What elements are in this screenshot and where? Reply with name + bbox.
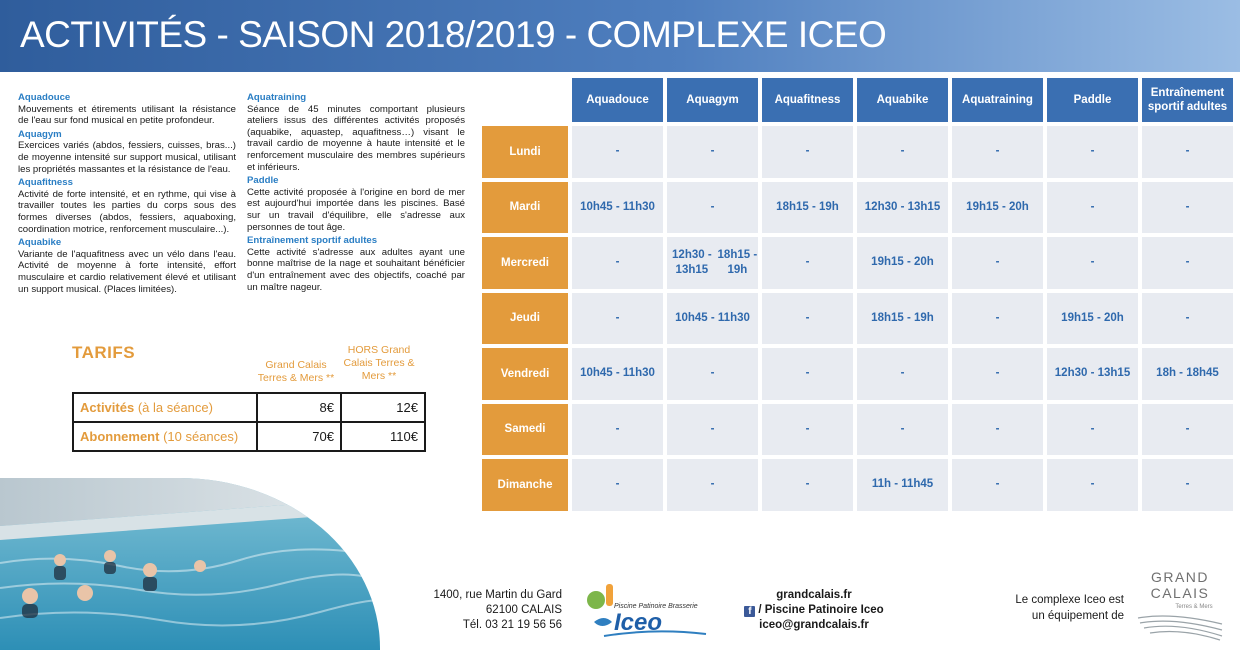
schedule-slot-time: 11h - 11h45	[871, 478, 934, 491]
schedule-slot-time: -	[710, 367, 715, 380]
grand-calais-logo	[1132, 568, 1228, 644]
schedule-slot-time: -	[710, 200, 715, 213]
schedule-slot-time: -	[900, 367, 905, 380]
activity-column-header: Paddle	[1047, 78, 1138, 122]
day-row-header: Vendredi	[482, 348, 568, 400]
schedule-slot-time: -	[995, 311, 1000, 324]
schedule-slot	[667, 459, 758, 511]
schedule-slot	[762, 459, 853, 511]
schedule-slot-time: -	[615, 311, 620, 324]
address-line: 1400, rue Martin du Gard	[433, 589, 562, 601]
schedule-slot-time: -	[1090, 478, 1095, 491]
day-row-header: Dimanche	[482, 459, 568, 511]
schedule-slot-time: -	[805, 256, 810, 269]
schedule-slot-time: 10h45 - 11h30	[580, 367, 655, 380]
schedule-slot	[952, 348, 1043, 400]
schedule-slot-time: -	[1185, 422, 1190, 435]
schedule-slot	[1047, 404, 1138, 456]
activity-description-text: Cette activité s'adresse aux adultes ayant une bonne maîtrise de la nage et souhaitant bénéficier d'un entraînement avec des objectifs, coaché par un maître nageur.	[247, 246, 465, 293]
schedule-slot	[572, 237, 663, 289]
schedule-slot	[762, 348, 853, 400]
iceo-logo-green-mark	[587, 591, 605, 609]
schedule-slot	[1142, 459, 1233, 511]
schedule-slot-time: -	[1185, 200, 1190, 213]
schedule-slot-time: 19h15 - 20h	[1061, 311, 1124, 324]
facebook-label: / Piscine Patinoire Iceo	[758, 604, 884, 616]
schedule-slot	[667, 126, 758, 178]
schedule-slot-time: -	[615, 145, 620, 158]
tarifs-table	[72, 392, 426, 452]
schedule-slot-time: -	[615, 256, 620, 269]
footer-address	[418, 588, 562, 633]
schedule-slot	[762, 182, 853, 234]
schedule-slot-time: -	[1090, 256, 1095, 269]
activity-description-text: Mouvements et étirements utilisant la résistance de l'eau sur fond musical en petite profondeur.	[18, 103, 236, 127]
tarif-row	[73, 422, 425, 451]
activity-description-text: Activité de forte intensité, et en rythme, qui vise à travailler toutes les parties du corps sous des formes diverses (abdos, fessiers, aquaboxing, coordination motrice, renforcement musculaire...).	[18, 188, 236, 235]
schedule-slot-time: -	[1185, 311, 1190, 324]
schedule-slot-time: -	[1185, 478, 1190, 491]
tarif-label-sub: (10 séances)	[159, 429, 239, 444]
facebook-icon: f	[744, 606, 755, 617]
activity-column-header: Aquafitness	[762, 78, 853, 122]
tarif-label-main: Abonnement	[80, 429, 160, 444]
tarif-label-main: Activités	[80, 400, 135, 415]
tarif-label-sub: (à la séance)	[134, 400, 213, 415]
schedule-slot	[952, 293, 1043, 345]
activity-description-text: Variante de l'aquafitness avec un vélo dans l'eau. Activité de moyenne à forte intensité, effort musculaire et cardio relativement élevé et utilisant un support musical. (Places limitées).	[18, 248, 236, 295]
activity-description-title: Aquafitness	[18, 177, 73, 189]
schedule-slot-time: -	[805, 367, 810, 380]
activity-description-title: Aquatraining	[247, 92, 307, 103]
activity-description-title: Aquadouce	[18, 92, 71, 103]
day-row-header: Jeudi	[482, 293, 568, 345]
schedule-slot-time: -	[615, 478, 620, 491]
tarif-price-hors: 110€	[341, 422, 425, 451]
activity-descriptions-left	[18, 92, 236, 297]
schedule-slot-time: 12h30 - 13h15	[1054, 367, 1131, 380]
schedule-slot	[1047, 126, 1138, 178]
iceo-logo-drop	[594, 618, 612, 626]
activity-description-text: Cette activité proposée à l'origine en bord de mer est aujourd'hui importée dans les piscines. Basé sur un travail d'équilibre, elle s'adresse aux personnes de tout âge.	[247, 186, 465, 233]
schedule-slot	[1142, 237, 1233, 289]
activity-column-header: Aquabike	[857, 78, 948, 122]
activity-description-title: Paddle	[247, 175, 279, 187]
schedule-slot-time: -	[805, 311, 810, 324]
schedule-slot-time: -	[995, 367, 1000, 380]
day-row-header: Mercredi	[482, 237, 568, 289]
iceo-logo	[584, 578, 714, 640]
page-title: ACTIVITÉS - SAISON 2018/2019 - COMPLEXE ICEO	[20, 14, 887, 55]
schedule-slot	[572, 293, 663, 345]
schedule-slot-time: -	[995, 478, 1000, 491]
schedule-slot	[1047, 237, 1138, 289]
activity-description	[247, 235, 465, 293]
schedule-grid	[482, 78, 1230, 506]
schedule-slot	[952, 237, 1043, 289]
tarif-header-hors-grand-calais: HORS Grand Calais Terres & Mers **	[343, 344, 415, 382]
pool-photo-illustration	[0, 478, 380, 650]
title-banner	[0, 0, 1240, 72]
schedule-slot-time: -	[805, 478, 810, 491]
schedule-slot	[857, 237, 948, 289]
schedule-slot-time: -	[1185, 145, 1190, 158]
schedule-slot-time: -	[995, 145, 1000, 158]
schedule-slot-time: -	[1090, 200, 1095, 213]
website-link[interactable]: grandcalais.fr	[776, 589, 852, 601]
address-line: 62100 CALAIS	[485, 604, 562, 616]
schedule-slot	[952, 404, 1043, 456]
schedule-slot	[857, 348, 948, 400]
tarif-header-grand-calais: Grand Calais Terres & Mers **	[257, 359, 335, 384]
schedule-slot	[1142, 404, 1233, 456]
schedule-slot	[1047, 182, 1138, 234]
tarif-price-grand-calais: 8€	[257, 393, 341, 422]
gc-logo-line2: CALAIS	[1150, 585, 1210, 601]
activity-column-header: Entraînement sportif adultes	[1142, 78, 1233, 122]
schedule-slot	[857, 404, 948, 456]
schedule-slot	[857, 459, 948, 511]
tarif-row	[73, 393, 425, 422]
schedule-slot	[857, 293, 948, 345]
activity-description	[18, 177, 236, 235]
footer-equipment-note	[1000, 592, 1124, 624]
schedule-slot	[952, 459, 1043, 511]
schedule-slot-time: -	[710, 145, 715, 158]
day-row-header: Samedi	[482, 404, 568, 456]
activity-description	[247, 175, 465, 233]
schedule-slot-time: -	[805, 422, 810, 435]
pool-photo	[0, 478, 380, 650]
schedule-slot-time: -	[1090, 145, 1095, 158]
gc-logo-line3: Terres & Mers	[1175, 604, 1213, 610]
schedule-slot	[572, 348, 663, 400]
schedule-slot-time: -	[1090, 422, 1095, 435]
schedule-slot-time: -	[1185, 256, 1190, 269]
schedule-slot-time: -	[710, 422, 715, 435]
tarif-price-hors: 12€	[341, 393, 425, 422]
equip-line: Le complexe Iceo est	[1015, 594, 1124, 606]
schedule-slot-time: 19h15 - 20h	[966, 200, 1029, 213]
schedule-slot-time: 18h15 - 19h	[776, 200, 839, 213]
schedule-slot	[1142, 348, 1233, 400]
schedule-slot	[1047, 293, 1138, 345]
iceo-name: Iceo	[614, 609, 663, 636]
facebook-link[interactable]	[734, 603, 894, 618]
schedule-slot	[762, 404, 853, 456]
schedule-slot	[857, 126, 948, 178]
tarif-label	[73, 393, 257, 422]
schedule-slot	[1047, 348, 1138, 400]
iceo-logo-orange-mark	[606, 584, 613, 606]
gc-logo-line1: GRAND	[1150, 569, 1210, 585]
schedule-slot	[1142, 182, 1233, 234]
activity-description-title: Entraînement sportif adultes	[247, 235, 378, 247]
schedule-slot-time: -	[995, 256, 1000, 269]
schedule-slot	[572, 126, 663, 178]
activity-descriptions-right	[247, 92, 465, 295]
schedule-slot	[762, 293, 853, 345]
schedule-slot	[572, 404, 663, 456]
activity-column-header: Aquagym	[667, 78, 758, 122]
day-row-header: Mardi	[482, 182, 568, 234]
address-line: Tél. 03 21 19 56 56	[462, 619, 562, 631]
schedule-slot-time: 12h30 - 13h15	[672, 248, 712, 276]
activity-description-text: Exercices variés (abdos, fessiers, cuisses, bras...) de moyenne intensité sur support musical, utilisant les propriétés massantes et la résistance de l'eau.	[18, 140, 236, 175]
schedule-slot	[667, 182, 758, 234]
schedule-slot	[952, 126, 1043, 178]
activity-description-title: Aquagym	[18, 128, 62, 140]
schedule-slot	[1142, 126, 1233, 178]
schedule-slot-time: 18h15 - 19h	[871, 311, 934, 324]
schedule-slot-time: -	[900, 145, 905, 158]
schedule-slot-time: -	[710, 478, 715, 491]
activity-description	[18, 237, 236, 295]
schedule-slot	[857, 182, 948, 234]
tarifs-title: TARIFS	[72, 343, 136, 362]
day-row-header: Lundi	[482, 126, 568, 178]
schedule-slot	[1142, 293, 1233, 345]
activity-description	[18, 92, 236, 127]
schedule-slot	[572, 459, 663, 511]
activity-description	[18, 129, 236, 175]
activity-description-title: Aquabike	[18, 237, 62, 249]
schedule-slot-time: 18h - 18h45	[1156, 367, 1219, 380]
schedule-slot-time: -	[900, 422, 905, 435]
schedule-slot-time: 10h45 - 11h30	[580, 200, 655, 213]
schedule-slot	[667, 404, 758, 456]
schedule-slot-time: -	[615, 422, 620, 435]
schedule-slot	[667, 237, 758, 289]
activity-column-header: Aquadouce	[572, 78, 663, 122]
schedule-slot-time: -	[995, 422, 1000, 435]
schedule-slot	[572, 182, 663, 234]
schedule-slot	[762, 237, 853, 289]
schedule-slot-time: 18h15 - 19h	[717, 248, 758, 276]
schedule-slot-time: -	[805, 145, 810, 158]
activity-column-header: Aquatraining	[952, 78, 1043, 122]
iceo-tagline: Piscine Patinoire Brasserie	[614, 603, 698, 610]
tarif-price-grand-calais: 70€	[257, 422, 341, 451]
email-link[interactable]: iceo@grandcalais.fr	[759, 619, 869, 631]
schedule-slot	[667, 293, 758, 345]
footer-contact	[734, 588, 894, 633]
tarif-label	[73, 422, 257, 451]
schedule-slot	[762, 126, 853, 178]
equip-line: un équipement de	[1031, 610, 1124, 622]
activity-description	[247, 92, 465, 173]
schedule-slot	[667, 348, 758, 400]
gc-logo-waves	[1138, 616, 1222, 640]
schedule-slot	[1047, 459, 1138, 511]
schedule-slot-time: 19h15 - 20h	[871, 256, 934, 269]
activity-description-text: Séance de 45 minutes comportant plusieurs ateliers issus des différentes activités proposés (aquabike, aquastep, aquafitness…) visant le travail cardio de moyenne à haute intensité et le renforcement musculaire des membres supérieurs et inférieurs.	[247, 103, 465, 173]
schedule-slot-time: 12h30 - 13h15	[864, 200, 941, 213]
schedule-slot	[952, 182, 1043, 234]
schedule-slot-time: 10h45 - 11h30	[675, 311, 750, 324]
